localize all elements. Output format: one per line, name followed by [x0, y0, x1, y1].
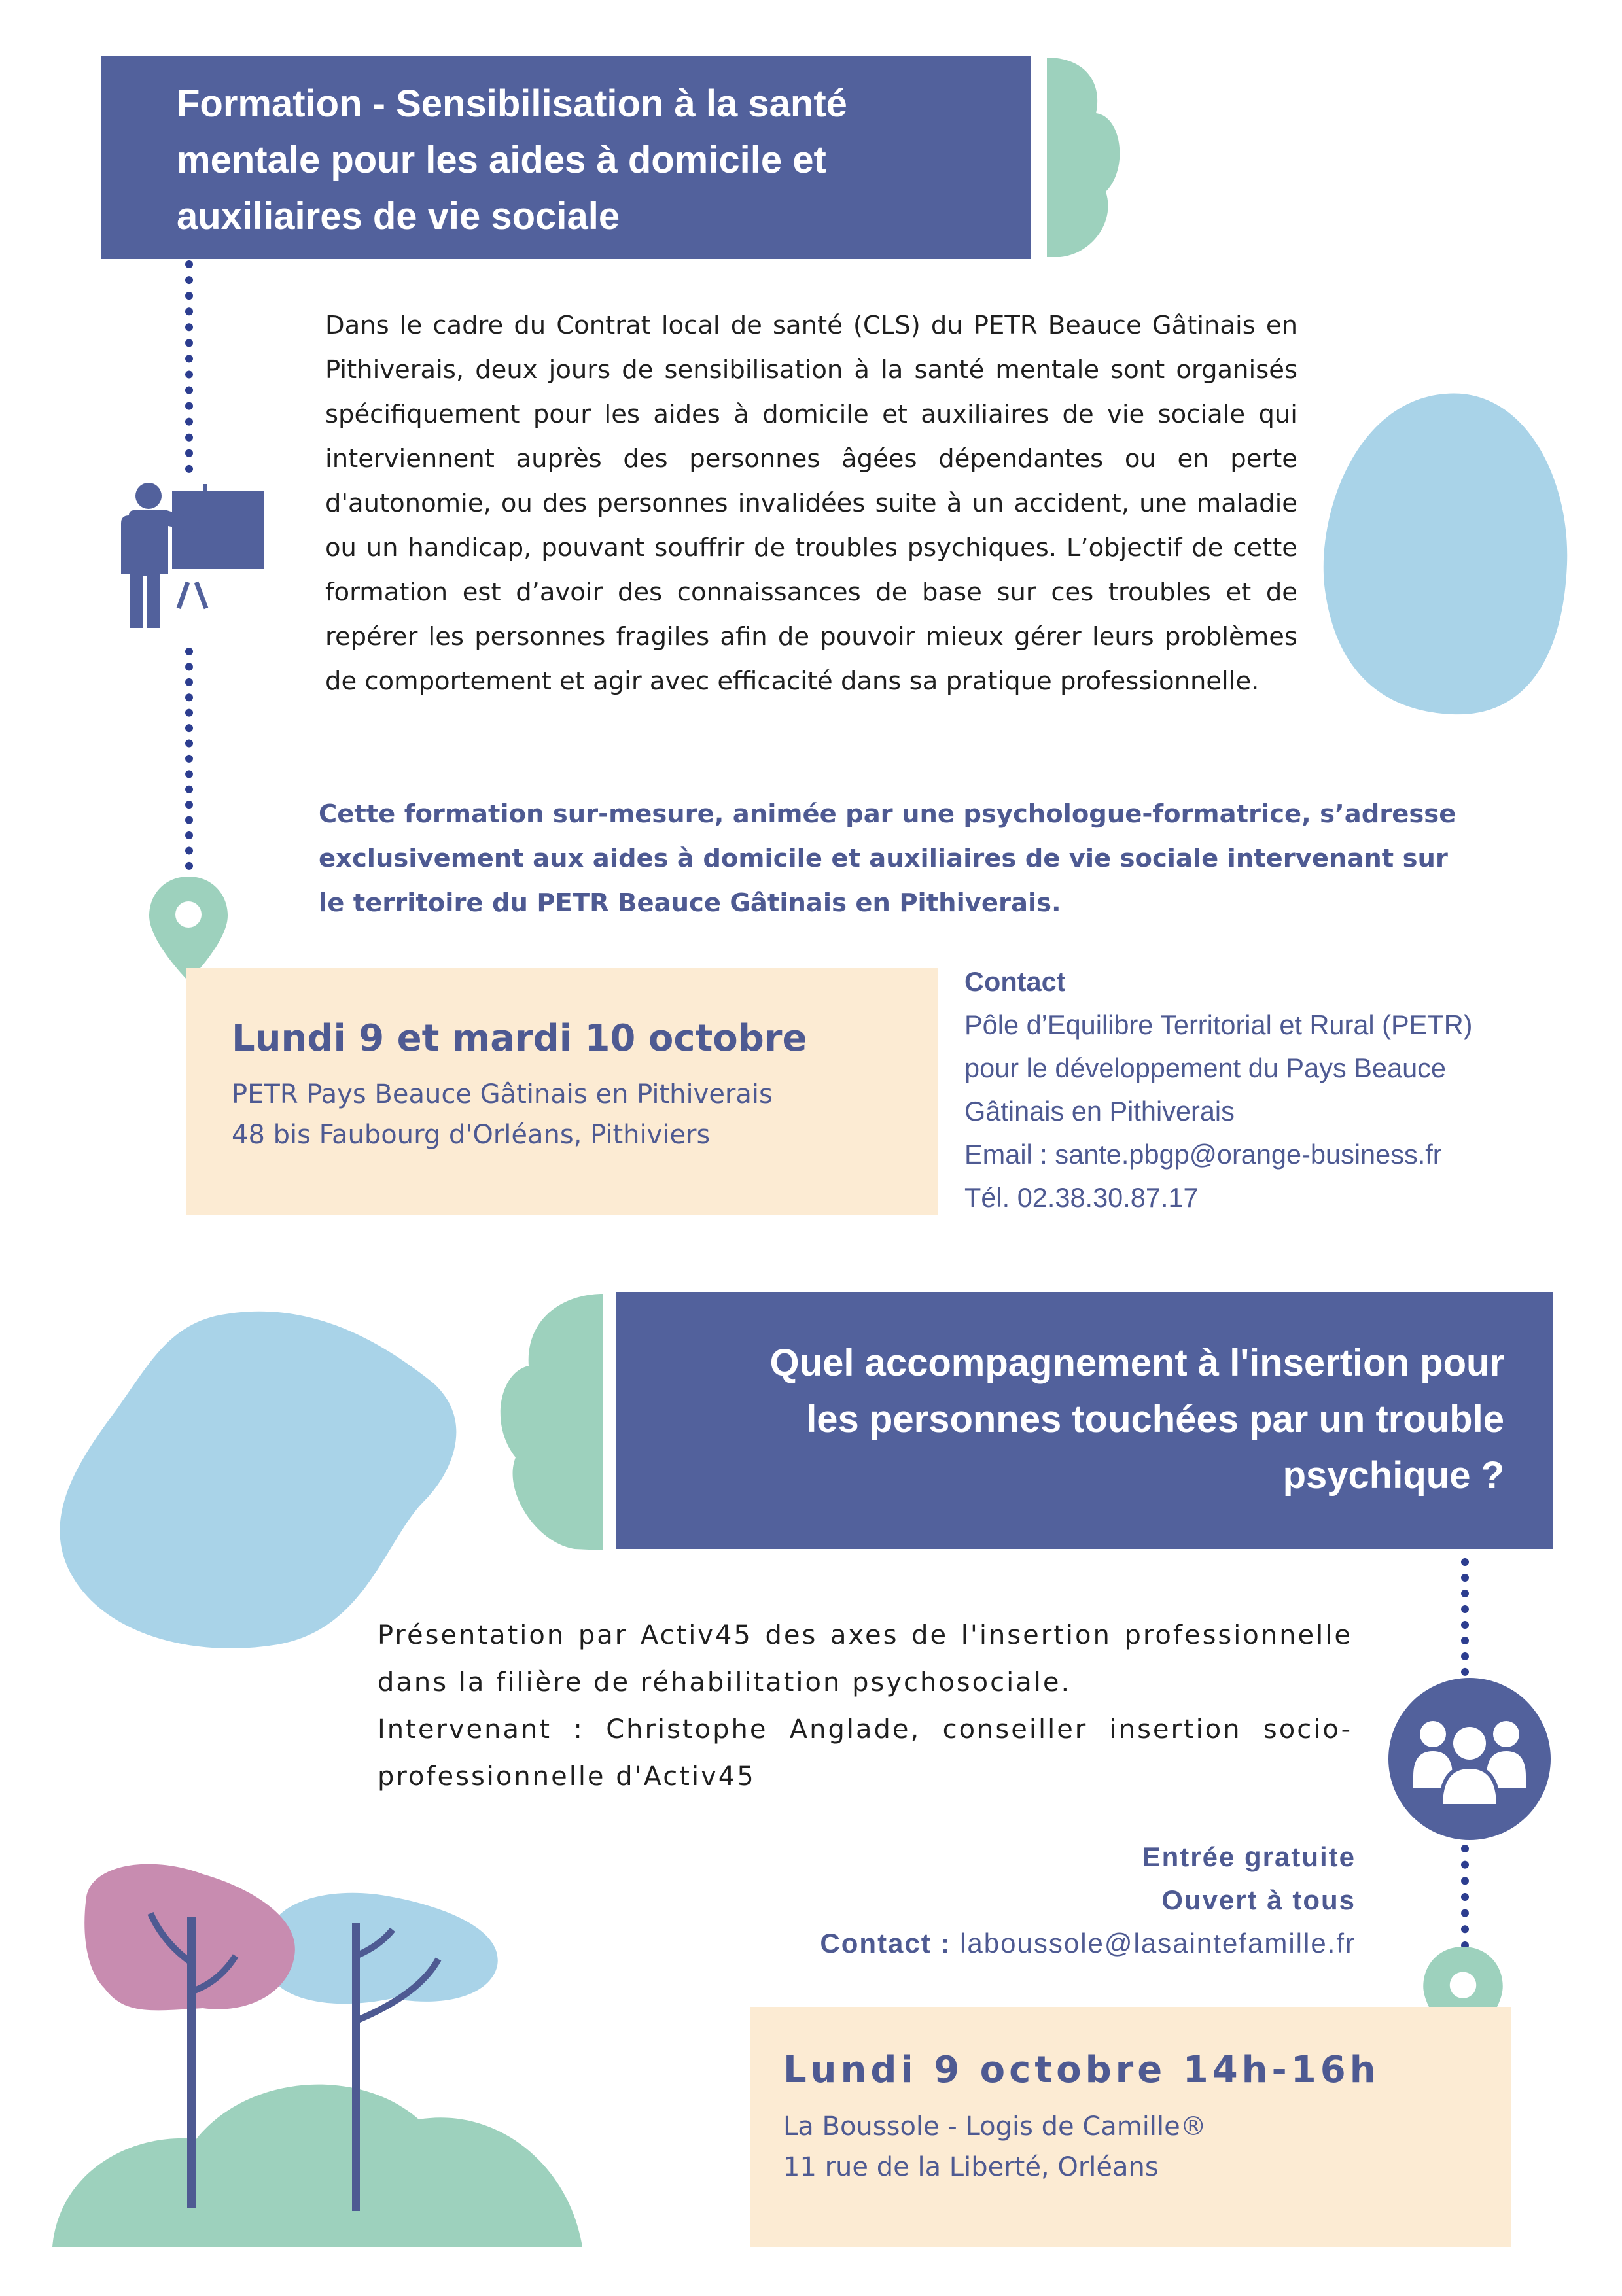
section2-title-line: les personnes touchées par un trouble — [806, 1398, 1504, 1440]
section1-title-banner — [101, 56, 1031, 259]
section2-address: 11 rue de la Liberté, Orléans — [783, 2152, 1159, 2182]
contact-label: Contact : — [820, 1928, 951, 1958]
section2-date-box — [750, 2007, 1511, 2247]
contact-email: laboussole@lasaintefamille.fr — [960, 1928, 1356, 1958]
open-to-all-label: Ouvert à tous — [1161, 1885, 1356, 1915]
tree-illustration — [52, 1858, 589, 2250]
blob-decoration — [58, 1305, 458, 1652]
section2-speaker: Intervenant : Christophe Anglade, conseiller insertion socio-professionnelle d'Activ45 — [378, 1714, 1352, 1792]
blob-decoration — [1315, 387, 1577, 721]
section2-venue: La Boussole - Logis de Camille® — [783, 2112, 1207, 2142]
timeline-dots — [185, 648, 193, 870]
section1-title-line: auxiliaires de vie sociale — [177, 195, 620, 237]
section1-address: 48 bis Faubourg d'Orléans, Pithiviers — [232, 1120, 711, 1150]
timeline-dots — [185, 260, 193, 473]
section2-contact — [720, 1922, 1356, 1965]
section2-title-banner — [616, 1292, 1553, 1549]
section1-title-line: mentale pour les aides à domicile et — [177, 139, 826, 181]
free-entry-label: Entrée gratuite — [1142, 1841, 1356, 1872]
contact-heading: Contact — [964, 966, 1066, 997]
cloud-shape-decoration — [496, 1294, 603, 1550]
contact-line: Gâtinais en Pithiverais — [964, 1096, 1235, 1126]
section2-title-line: Quel accompagnement à l'insertion pour — [769, 1342, 1504, 1384]
section1-title-line: Formation - Sensibilisation à la santé — [177, 82, 847, 125]
section1-audience-note: Cette formation sur-mesure, animée par une psychologue-formatrice, s’adresse exclusivement aux aides à domicile et auxiliaires de vie sociale intervenant sur le territoire du PETR Beauce Gâtinais en Pithiverais. — [319, 799, 1456, 918]
section2-paragraph: Présentation par Activ45 des axes de l'insertion professionnelle dans la filière de réhabilitation psychosociale. — [378, 1620, 1352, 1697]
section1-venue: PETR Pays Beauce Gâtinais en Pithiverais — [232, 1079, 773, 1109]
cloud-shape-decoration — [1034, 58, 1125, 260]
section2-info — [720, 1835, 1356, 1965]
section1-date-title: Lundi 9 et mardi 10 octobre — [232, 1017, 807, 1060]
section1-date-box — [186, 968, 938, 1215]
map-pin-icon — [149, 877, 228, 981]
section1-description: Dans le cadre du Contrat local de santé (CLS) du PETR Beauce Gâtinais en Pithiverais, deux jours de sensibilisation à la santé mentale sont organisés spécifiquement pour les aides à domicile et auxiliaires de vie sociale qui interviennent auprès des personnes âgées dépendantes ou en perte d'autonomie, ou des personnes invalidées suite à un accident, une maladie ou un handicap, pouvant souffrir de troubles psychiques. L’objectif de cette formation est d’avoir des connaissances de base sur ces troubles et de repérer les personnes fragiles afin de pouvoir mieux gérer leurs problèmes de comportement et agir avec efficacité dans sa pratique professionnelle. — [325, 311, 1297, 696]
contact-line: Pôle d’Equilibre Territorial et Rural (PETR) — [964, 1009, 1473, 1040]
timeline-dots — [1461, 1845, 1469, 1949]
presenter-icon — [115, 478, 265, 628]
section2-title-line: psychique ? — [1282, 1454, 1504, 1497]
contact-phone: Tél. 02.38.30.87.17 — [964, 1182, 1199, 1213]
section2-date-title: Lundi 9 octobre 14h-16h — [783, 2049, 1380, 2091]
section1-contact — [964, 960, 1553, 1219]
contact-line: pour le développement du Pays Beauce — [964, 1052, 1446, 1083]
group-icon — [1388, 1678, 1551, 1840]
timeline-dots — [1461, 1558, 1469, 1676]
section2-description — [378, 1612, 1352, 1800]
contact-email: Email : sante.pbgp@orange-business.fr — [964, 1139, 1442, 1170]
